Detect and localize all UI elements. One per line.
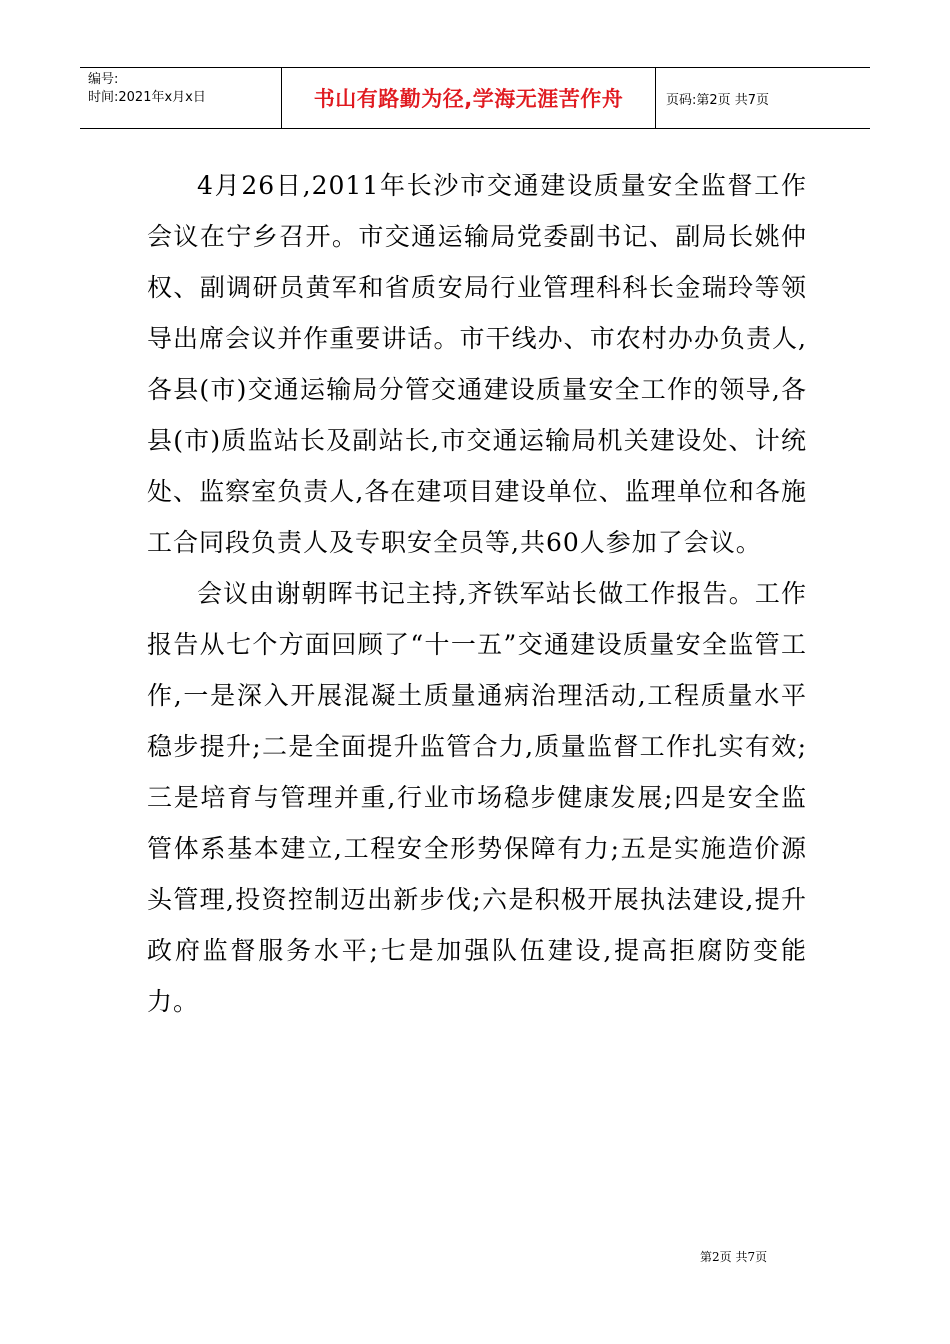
document-body <box>147 160 807 1027</box>
body-paragraph-2: 会议由谢朝晖书记主持,齐铁军站长做工作报告。工作报告从七个方面回顾了“十一五”交通建设质量安全监管工作,一是深入开展混凝土质量通病治理活动,工程质量水平稳步提升;二是全面提升监管合力,质量监督工作扎实有效;三是培育与管理并重,行业市场稳步健康发展;四是安全监管体系基本建立,工程安全形势保障有力;五是实施造价源头管理,投资控制迈出新步伐;六是积极开展执法建设,提升政府监督服务水平;七是加强队伍建设,提高拒腐防变能力。 <box>147 579 807 1016</box>
header-motto: 书山有路勤为径,学海无涯苦作舟 <box>282 68 656 128</box>
header-page-number: 页码:第2页 共7页 <box>666 92 770 108</box>
header-meta <box>80 68 282 128</box>
page-header <box>80 67 870 129</box>
document-time-label: 时间:2021年x月x日 <box>88 90 206 105</box>
page-footer: 第2页 共7页 <box>700 1250 768 1264</box>
document-number-label: 编号: <box>88 72 119 87</box>
body-paragraph-1: 4月26日,2011年长沙市交通建设质量安全监督工作会议在宁乡召开。市交通运输局党委副书记、副局长姚仲权、副调研员黄军和省质安局行业管理科科长金瑞玲等领导出席会议并作重要讲话。市干线办、市农村办办负责人,各县(市)交通运输局分管交通建设质量安全工作的领导,各县(市)质监站长及副站长,市交通运输局机关建设处、计统处、监察室负责人,各在建项目建设单位、监理单位和各施工合同段负责人及专职安全员等,共60人参加了会议。 <box>147 171 807 557</box>
